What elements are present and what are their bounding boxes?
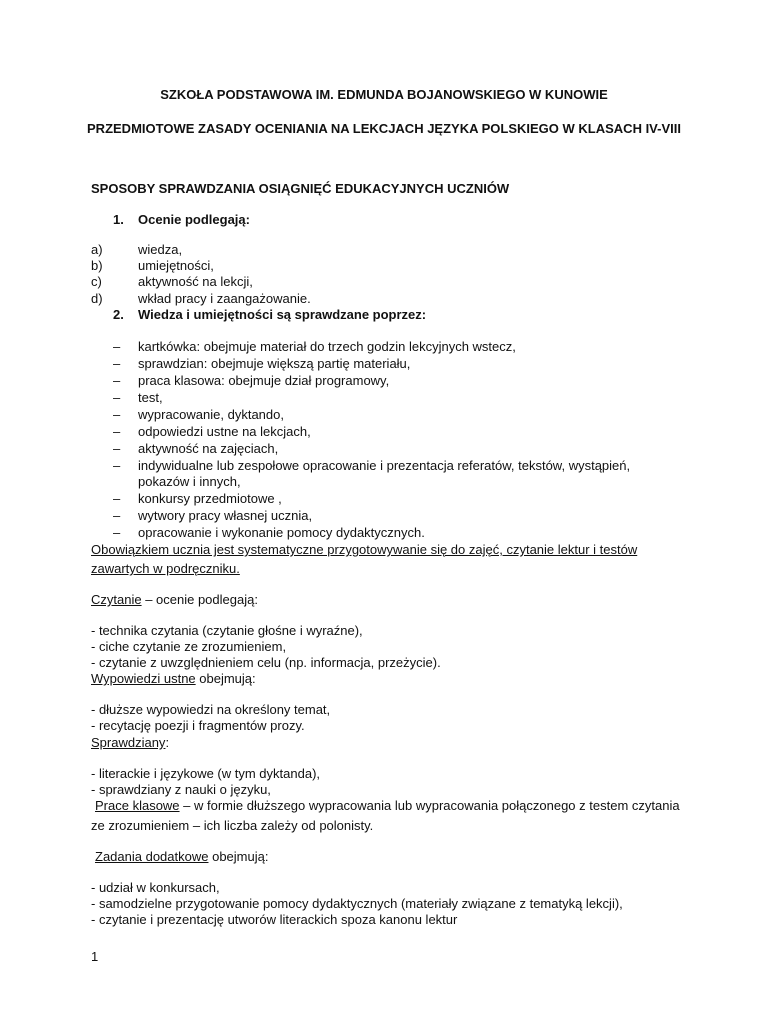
- item-text: Wiedza i umiejętności są sprawdzane poprzez:: [138, 307, 427, 322]
- extra-item: - udział w konkursach,: [91, 880, 220, 895]
- item-letter: b): [91, 258, 103, 273]
- dash-marker: –: [113, 458, 121, 473]
- dash-marker: –: [113, 441, 121, 456]
- reading-item: - technika czytania (czytanie głośne i wyraźne),: [91, 623, 363, 638]
- oral-label: Wypowiedzi ustne: [91, 671, 196, 686]
- dash-marker: –: [113, 491, 121, 506]
- item-letter: c): [91, 274, 102, 289]
- item-text: wytwory pracy własnej ucznia,: [138, 508, 313, 523]
- classwork-line-2: ze zrozumieniem – ich liczba zależy od polonisty.: [91, 818, 374, 833]
- item-text: umiejętności,: [138, 258, 214, 273]
- dash-marker: –: [113, 339, 121, 354]
- classwork-line-1: [95, 797, 680, 814]
- tests-label: Sprawdziany: [91, 735, 166, 750]
- oral-item: - recytację poezji i fragmentów prozy.: [91, 718, 305, 733]
- extra-suffix: obejmują:: [208, 849, 269, 864]
- oral-heading: [91, 670, 256, 687]
- classwork-suffix: – w formie dłuższego wypracowania lub wypracowania połączonego z testem czytania: [179, 798, 680, 813]
- oral-item: - dłuższe wypowiedzi na określony temat,: [91, 702, 331, 717]
- school-title: SZKOŁA PODSTAWOWA IM. EDMUNDA BOJANOWSKIEGO W KUNOWIE: [160, 87, 608, 102]
- extra-label: Zadania dodatkowe: [95, 849, 209, 864]
- section-heading: SPOSOBY SPRAWDZANIA OSIĄGNIĘĆ EDUKACYJNYCH UCZNIÓW: [91, 181, 510, 196]
- item-text: pokazów i innych,: [138, 474, 241, 489]
- reading-suffix: – ocenie podlegają:: [141, 592, 258, 607]
- item-text: konkursy przedmiotowe ,: [138, 491, 282, 506]
- reading-item: - ciche czytanie ze zrozumieniem,: [91, 639, 287, 654]
- item-text: wypracowanie, dyktando,: [138, 407, 284, 422]
- classwork-label: Prace klasowe: [95, 798, 180, 813]
- item-number: 2.: [113, 307, 124, 322]
- item-text: Ocenie podlegają:: [138, 212, 250, 227]
- item-text: opracowanie i wykonanie pomocy dydaktycznych.: [138, 525, 425, 540]
- item-letter: d): [91, 291, 103, 306]
- item-text: odpowiedzi ustne na lekcjach,: [138, 424, 311, 439]
- document-subtitle: PRZEDMIOTOWE ZASADY OCENIANIA NA LEKCJACH JĘZYKA POLSKIEGO W KLASACH IV-VIII: [87, 121, 681, 136]
- tests-item: - literackie i językowe (w tym dyktanda),: [91, 766, 321, 781]
- tests-item: - sprawdziany z nauki o języku,: [91, 782, 271, 797]
- extra-item: - samodzielne przygotowanie pomocy dydaktycznych (materiały związane z tematyką lekcji),: [91, 896, 623, 911]
- item-number: 1.: [113, 212, 124, 227]
- item-text: kartkówka: obejmuje materiał do trzech godzin lekcyjnych wstecz,: [138, 339, 516, 354]
- dash-marker: –: [113, 407, 121, 422]
- dash-marker: –: [113, 424, 121, 439]
- item-text: aktywność na lekcji,: [138, 274, 253, 289]
- dash-marker: –: [113, 356, 121, 371]
- item-text: wiedza,: [138, 242, 183, 257]
- item-text: wkład pracy i zaangażowanie.: [138, 291, 311, 306]
- obligation-line-2: zawartych w podręczniku.: [91, 561, 240, 576]
- dash-marker: –: [113, 373, 121, 388]
- tests-suffix: :: [165, 735, 170, 750]
- item-letter: a): [91, 242, 103, 257]
- oral-suffix: obejmują:: [195, 671, 256, 686]
- item-text: test,: [138, 390, 163, 405]
- item-text: aktywność na zajęciach,: [138, 441, 279, 456]
- reading-heading: [91, 591, 258, 608]
- item-text: sprawdzian: obejmuje większą partię materiału,: [138, 356, 411, 371]
- extra-heading: [95, 848, 268, 865]
- dash-marker: –: [113, 525, 121, 540]
- tests-heading: [91, 734, 169, 751]
- item-text: indywidualne lub zespołowe opracowanie i prezentacja referatów, tekstów, wystąpień,: [138, 458, 631, 473]
- reading-item: - czytanie z uwzględnieniem celu (np. informacja, przeżycie).: [91, 655, 441, 670]
- obligation-line-1: Obowiązkiem ucznia jest systematyczne przygotowywanie się do zajęć, czytanie lektur i testów: [91, 542, 638, 557]
- item-text: praca klasowa: obejmuje dział programowy,: [138, 373, 390, 388]
- page-number: 1: [91, 949, 99, 964]
- dash-marker: –: [113, 390, 121, 405]
- reading-label: Czytanie: [91, 592, 142, 607]
- dash-marker: –: [113, 508, 121, 523]
- extra-item: - czytanie i prezentację utworów literackich spoza kanonu lektur: [91, 912, 458, 927]
